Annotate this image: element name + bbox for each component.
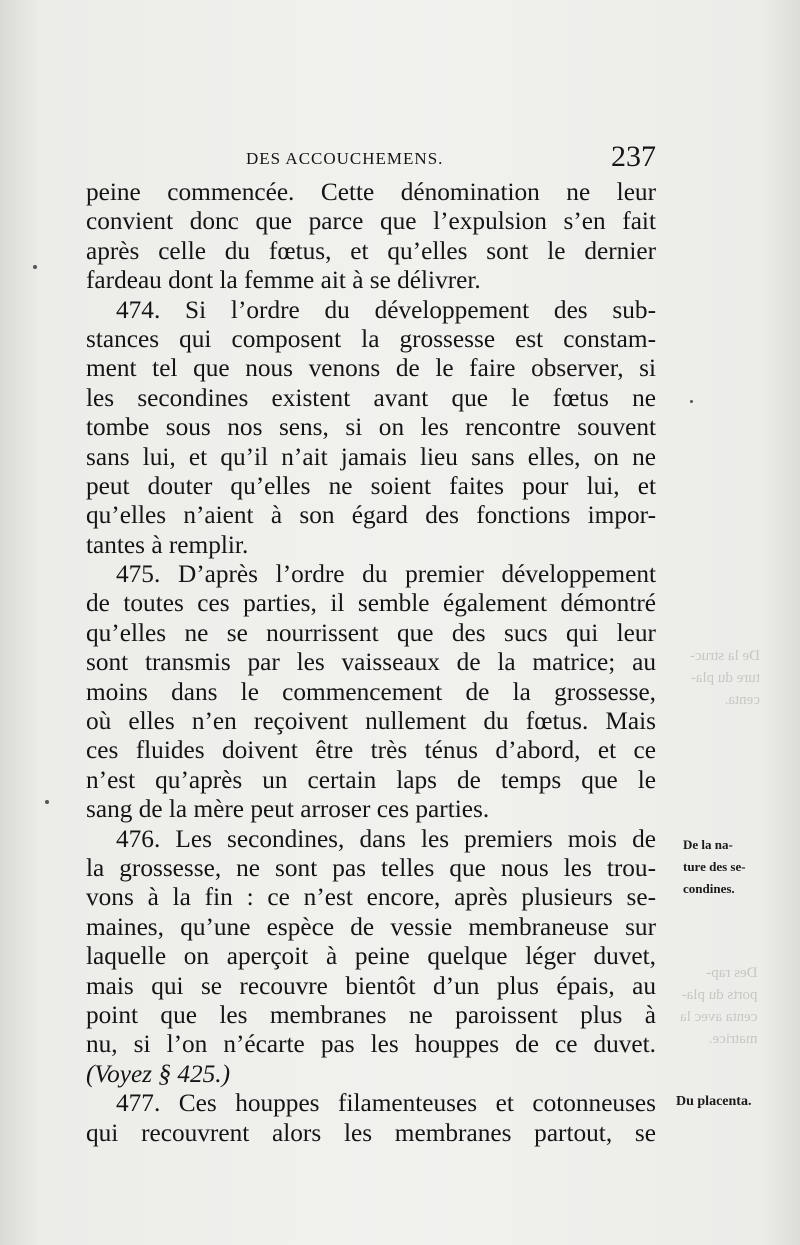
- margin-note-du-placenta: [676, 1091, 786, 1113]
- show-through-note-a: [690, 645, 760, 711]
- text-line: n’est qu’après un certain laps de temps que le: [86, 765, 656, 794]
- text-line: sang de la mère peut arroser ces parties.: [86, 795, 490, 824]
- text-line: qui recouvrent alors les membranes partout, se: [86, 1118, 656, 1147]
- text-line: maines, qu’une espèce de vessie membraneuse sur: [86, 912, 656, 941]
- text-line: laquelle on aperçoit à peine quelque léger duvet,: [86, 942, 656, 971]
- margin-note-line: ture des se-: [683, 859, 746, 874]
- text-line: nu, si l’on n’écarte pas les houppes de ce duvet.: [86, 1030, 656, 1059]
- paragraph-475-start: 475. D’après l’ordre du premier développement: [116, 560, 656, 589]
- body-text: [86, 178, 656, 1148]
- text-line: où elles n’en reçoivent nullement du fœtus. Mais: [86, 707, 656, 736]
- text-line: peine commencée. Cette dénomination ne leur: [86, 178, 656, 206]
- text-line: mais qui se recouvre bientôt d’un plus épais, au: [86, 971, 656, 1000]
- paragraph-476-start: 476. Les secondines, dans les premiers mois de: [116, 824, 656, 853]
- text-line: peut douter qu’elles ne soient faites pour lui, et: [86, 471, 656, 500]
- text-line: ces fluides doivent être très ténus d’abord, et ce: [86, 736, 656, 765]
- running-title: DES ACCOUCHEMENS.: [246, 149, 444, 168]
- show-through-note-b: [680, 962, 757, 1050]
- show-through-line: De la struc-: [690, 648, 760, 664]
- show-through-line: ture du pla-: [690, 670, 760, 686]
- text-line: ment tel que nous venons de le faire observer, si: [86, 354, 656, 383]
- text-line: de toutes ces parties, il semble également démontré: [86, 589, 656, 618]
- paragraph-474-start: 474. Si l’ordre du développement des sub-: [116, 295, 656, 324]
- page-number: 237: [611, 140, 656, 173]
- show-through-line: ports du pla-: [681, 987, 758, 1003]
- text-line: tombe sous nos sens, si on les rencontre souvent: [86, 413, 656, 442]
- text-line: tantes à remplir.: [86, 530, 249, 559]
- text-line: sans lui, et qu’il n’ait jamais lieu sans elles, on ne: [86, 442, 656, 471]
- text-line: après celle du fœtus, et qu’elles sont le dernier: [86, 236, 656, 265]
- page-header: [246, 140, 656, 176]
- text-line: fardeau dont la femme ait à se délivrer.: [86, 266, 481, 295]
- text-line: la grossesse, ne sont pas telles que nous les trou-: [86, 853, 656, 882]
- margin-note-line: condines.: [683, 881, 735, 896]
- text-line: qu’elles ne se nourrissent que des sucs qui leur: [86, 618, 656, 647]
- text-line: les secondines existent avant que le fœtus ne: [86, 383, 656, 412]
- paper-speck: [690, 400, 693, 403]
- text-line: vons à la fin : ce n’est encore, après plusieurs se-: [86, 883, 656, 912]
- text-line: convient donc que parce que l’expulsion s’en fait: [86, 207, 656, 236]
- show-through-line: Des rap-: [706, 965, 758, 981]
- cross-reference: (Voyez § 425.): [86, 1059, 231, 1088]
- text-line: moins dans le commencement de la grossesse,: [86, 677, 656, 706]
- paper-speck: [45, 800, 49, 804]
- margin-note-line: De la na-: [683, 837, 733, 852]
- margin-note-line: Du placenta.: [676, 1094, 752, 1109]
- paragraph-477-start: 477. Ces houppes filamenteuses et cotonneuses: [116, 1089, 656, 1118]
- text-line: point que les membranes ne paroissent plus à: [86, 1000, 656, 1029]
- text-line: qu’elles n’aient à son égard des fonctions impor-: [86, 501, 656, 530]
- paper-speck: [33, 265, 37, 269]
- show-through-line: centa avec la: [680, 1009, 758, 1025]
- text-line: stances qui composent la grossesse est constam-: [86, 324, 656, 353]
- show-through-line: matrice.: [708, 1031, 758, 1047]
- text-line: sont transmis par les vaisseaux de la matrice; au: [86, 648, 656, 677]
- margin-note-nature-des-secondines: [683, 834, 783, 900]
- show-through-line: centa.: [724, 692, 760, 708]
